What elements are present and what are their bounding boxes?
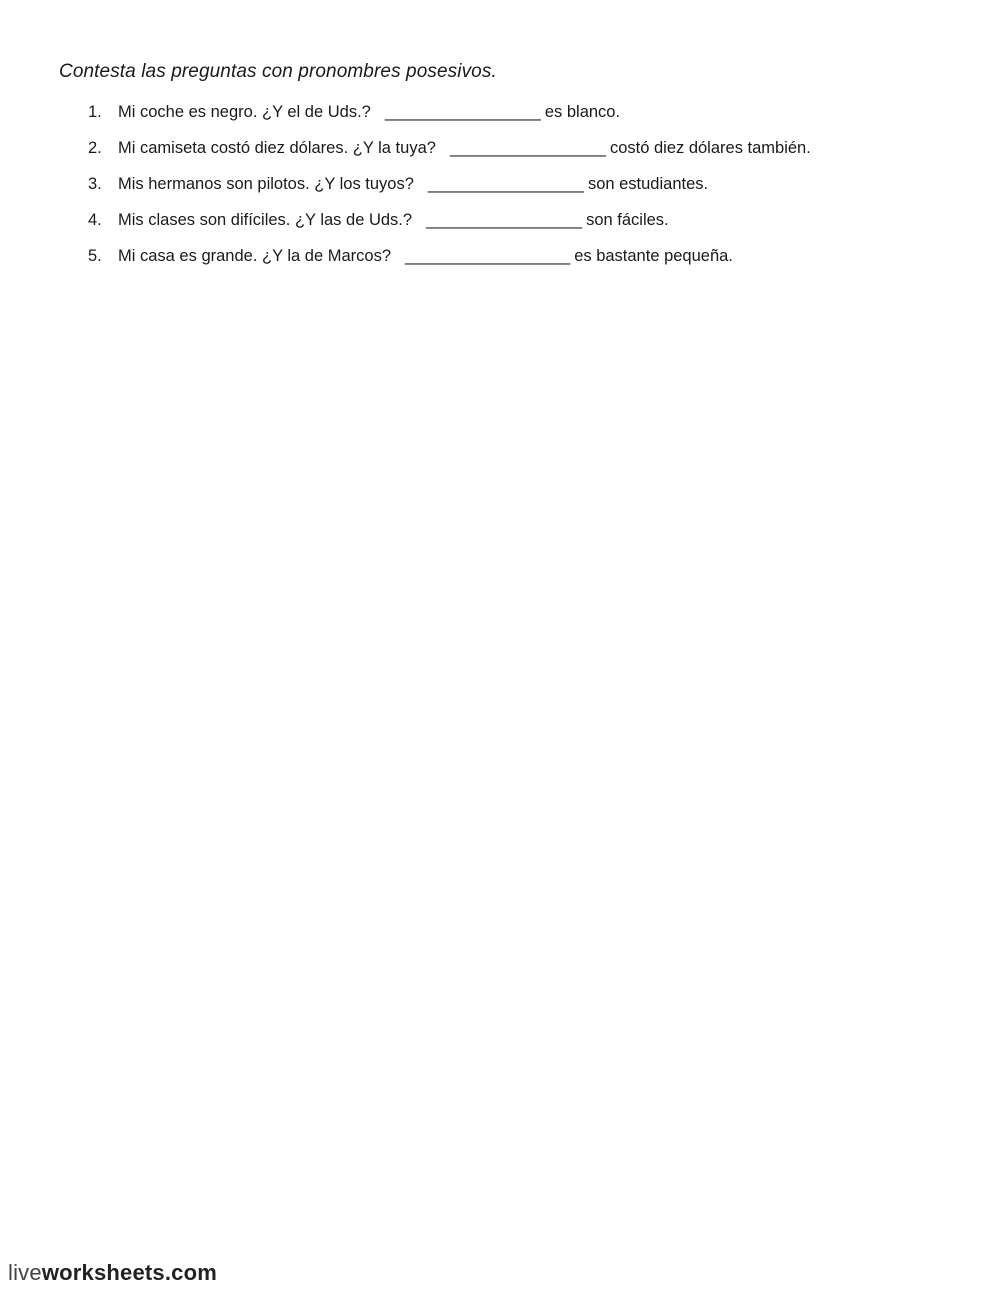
- question-completion: son estudiantes.: [587, 175, 709, 193]
- question-prompt: Mis hermanos son pilotos. ¿Y los tuyos?: [118, 175, 414, 193]
- question-text: [118, 208, 669, 232]
- question-number: 4.: [88, 211, 102, 229]
- question-text: [118, 244, 733, 268]
- question-prompt: Mi camiseta costó diez dólares. ¿Y la tuya?: [118, 139, 436, 157]
- question-item: [0, 172, 1000, 208]
- question-prompt: Mi casa es grande. ¿Y la de Marcos?: [118, 247, 391, 265]
- question-prompt: Mis clases son difíciles. ¿Y las de Uds.?: [118, 211, 413, 229]
- logo-suffix-text: .com: [164, 1260, 218, 1285]
- question-number: 5.: [88, 247, 102, 265]
- question-text: [118, 136, 811, 160]
- question-list: [0, 100, 1000, 280]
- question-item: [0, 100, 1000, 136]
- question-item: [0, 208, 1000, 244]
- answer-blank[interactable]: _________________: [449, 139, 606, 157]
- logo-worksheets-text: worksheets: [41, 1260, 165, 1285]
- answer-blank[interactable]: _________________: [426, 211, 583, 229]
- answer-blank[interactable]: _________________: [427, 175, 584, 193]
- question-number: 2.: [88, 139, 102, 157]
- question-completion: costó diez dólares también.: [609, 139, 811, 157]
- answer-blank[interactable]: __________________: [405, 247, 571, 265]
- question-number: 1.: [88, 103, 102, 121]
- question-item: [0, 244, 1000, 280]
- question-item: [0, 136, 1000, 172]
- answer-blank[interactable]: _________________: [384, 103, 541, 121]
- question-number: 3.: [88, 175, 102, 193]
- question-text: [118, 100, 620, 124]
- question-text: [118, 172, 708, 196]
- instructions-heading: Contesta las preguntas con pronombres posesivos.: [59, 61, 497, 82]
- question-completion: son fáciles.: [586, 211, 669, 229]
- question-completion: es blanco.: [544, 103, 621, 121]
- question-prompt: Mi coche es negro. ¿Y el de Uds.?: [118, 103, 371, 121]
- logo-live-text: live: [8, 1260, 42, 1285]
- question-completion: es bastante pequeña.: [574, 247, 733, 265]
- liveworksheets-logo: [8, 1260, 217, 1286]
